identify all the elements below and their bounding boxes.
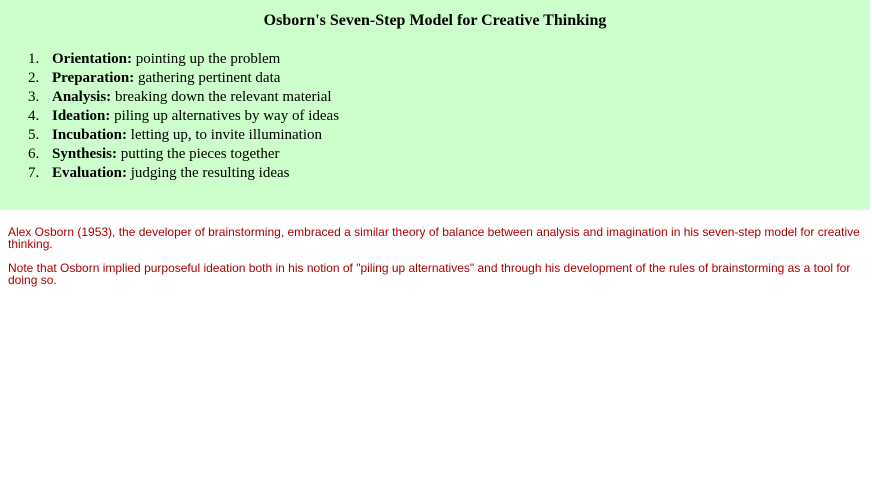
step-term: Orientation: [52,51,132,67]
step-number: 3. [28,89,40,105]
model-box [0,0,870,210]
step-term: Preparation: [52,70,135,86]
step-number: 1. [28,51,40,67]
step-term: Evaluation: [52,165,128,181]
notes [8,226,864,298]
step-number: 5. [28,127,40,143]
step-item [28,50,339,69]
step-description: pointing up the problem [135,51,281,67]
step-description: letting up, to invite illumination [130,127,323,143]
step-item [28,145,339,164]
step-term: Synthesis: [52,146,118,162]
step-description: putting the pieces together [120,146,280,162]
model-title: Osborn's Seven-Step Model for Creative Thinking [263,12,607,29]
step-description: gathering pertinent data [137,70,281,86]
step-item [28,164,339,183]
steps-list [28,50,339,183]
step-description: judging the resulting ideas [130,165,290,181]
step-item [28,69,339,88]
step-term: Ideation: [52,108,111,124]
step-number: 6. [28,146,40,162]
step-item [28,88,339,107]
step-number: 7. [28,165,40,181]
step-description: piling up alternatives by way of ideas [114,108,340,124]
step-number: 2. [28,70,40,86]
note-paragraph: Alex Osborn (1953), the developer of brainstorming, embraced a similar theory of balance between analysis and imagination in his seven-step model for creative thinking. [8,225,860,251]
step-number: 4. [28,108,40,124]
step-item [28,107,339,126]
step-item [28,126,339,145]
note-paragraph: Note that Osborn implied purposeful ideation both in his notion of "piling up alternatives" and through his development of the rules of brainstorming as a tool for doing so. [8,261,851,287]
step-term: Incubation: [52,127,128,143]
step-description: breaking down the relevant material [114,89,332,105]
step-term: Analysis: [52,89,112,105]
